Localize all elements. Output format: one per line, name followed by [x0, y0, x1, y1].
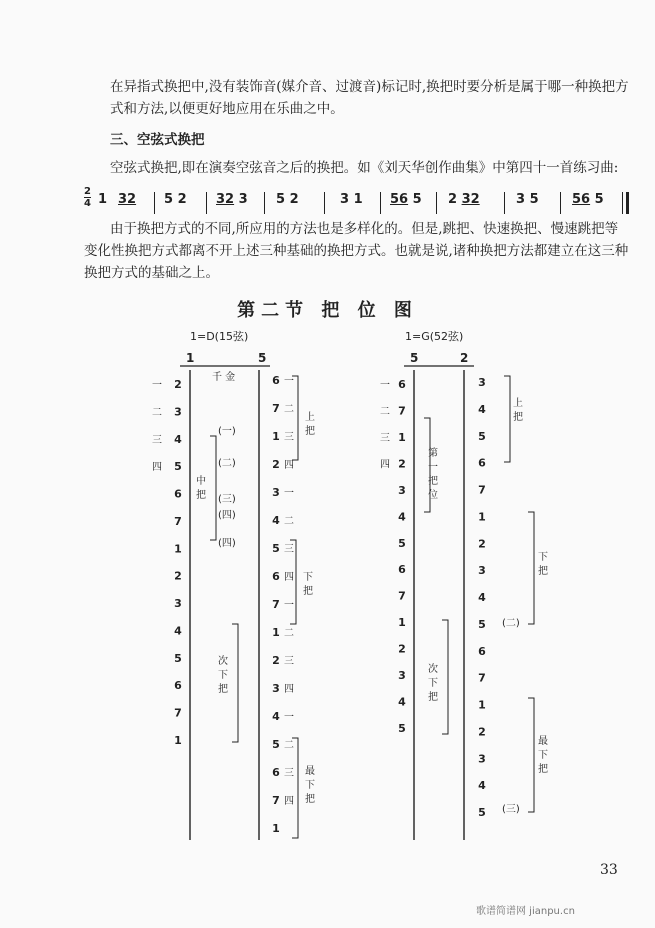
finger-label: 二 [284, 740, 294, 751]
right-open-outer: 2 [460, 351, 469, 365]
fret-note: 3 [272, 486, 280, 499]
right-label-sublower-2: 下 [428, 678, 438, 689]
left-mid-finger: (一) [218, 426, 236, 437]
fret-note: 4 [398, 510, 406, 524]
finger-label: 三 [380, 432, 390, 444]
score-note: 56 5 [390, 192, 422, 207]
right-label-lower: 下 [538, 552, 548, 563]
fret-note: 4 [272, 514, 280, 527]
fret-note: 2 [272, 654, 280, 667]
finger-label: 四 [284, 796, 294, 807]
fret-note: 2 [272, 458, 280, 471]
fret-note: 2 [478, 537, 486, 551]
left-label-lowest-3: 把 [305, 794, 315, 805]
left-label-middle-2: 把 [196, 490, 206, 501]
score-note: 5 2 [276, 192, 299, 207]
fret-note: 3 [398, 669, 406, 683]
fret-note: 4 [174, 624, 182, 638]
fret-note: 5 [272, 542, 280, 555]
finger-label: 三 [284, 768, 294, 779]
left-open-outer: 5 [258, 351, 267, 365]
left-mid-finger: (四) [218, 538, 236, 549]
fret-note: 5 [478, 429, 486, 443]
fret-note: 6 [272, 766, 280, 779]
section-title: 第二节 把 位 图 [237, 300, 418, 321]
finger-label: 四 [380, 459, 390, 471]
left-label-upper: 上 [305, 412, 315, 423]
left-label-lowest: 最 [305, 766, 315, 777]
right-label-first: 第 [428, 448, 438, 459]
fret-note: 4 [174, 432, 182, 446]
finger-label: 一 [284, 376, 294, 387]
fret-note: 1 [272, 430, 280, 443]
right-label-first-3: 把 [428, 476, 438, 487]
finger-label: 二 [284, 516, 294, 527]
fret-note: 3 [478, 376, 486, 389]
left-label-lowest-2: 下 [305, 780, 315, 791]
right-label-lowest-3: 把 [538, 764, 548, 775]
right-paren-finger: (二) [502, 618, 520, 629]
fret-note: 1 [174, 542, 182, 556]
score-note: 3 1 [340, 192, 363, 207]
finger-label: 一 [284, 712, 294, 723]
fret-note: 6 [272, 374, 280, 387]
left-top-label: 千 金 [212, 372, 236, 383]
right-label-first-2: 一 [428, 462, 438, 473]
right-label-upper-2: 把 [513, 412, 523, 423]
right-label-sublower: 次 [428, 664, 438, 675]
right-tuning-label: 1=G(52弦) [405, 330, 464, 343]
fret-note: 5 [398, 536, 406, 550]
finger-label: 三 [284, 544, 294, 555]
finger-label: 二 [152, 407, 162, 419]
fret-note: 5 [478, 617, 486, 631]
fret-note: 1 [174, 734, 182, 747]
finger-label: 四 [284, 460, 294, 471]
fret-note: 4 [478, 779, 486, 793]
finger-label: 一 [380, 380, 390, 391]
fret-note: 7 [272, 598, 280, 611]
left-label-middle: 中 [196, 476, 206, 487]
fret-note: 1 [272, 626, 280, 639]
fret-note: 6 [478, 456, 486, 470]
fret-note: 3 [478, 564, 486, 578]
fret-note: 6 [398, 378, 406, 391]
left-outer-notes [271, 374, 294, 835]
finger-label: 四 [152, 462, 162, 474]
left-mid-finger: (四) [218, 510, 236, 521]
fret-note: 7 [174, 706, 182, 720]
fret-note: 3 [272, 682, 280, 695]
left-inner-notes [152, 378, 183, 747]
fret-note: 7 [398, 589, 406, 603]
fret-note: 5 [272, 738, 280, 751]
fret-note: 1 [272, 822, 280, 835]
fret-note: 4 [398, 695, 406, 709]
fret-note: 3 [174, 405, 182, 419]
right-open-inner: 5 [410, 351, 419, 365]
fret-note: 6 [174, 487, 182, 501]
fret-note: 7 [272, 794, 280, 807]
right-label-first-4: 位 [428, 490, 438, 501]
paragraph-2: 空弦式换把,即在演奏空弦音之后的换把。如《刘天华创作曲集》中第四十一首练习曲: [110, 160, 619, 176]
fret-note: 7 [478, 671, 486, 685]
fret-note: 5 [174, 460, 182, 474]
left-label-lower: 下 [303, 572, 313, 583]
fret-note: 5 [398, 722, 406, 735]
left-label-sublower-2: 下 [218, 670, 228, 681]
left-label-sublower-3: 把 [218, 684, 228, 695]
fret-note: 7 [272, 402, 280, 415]
fret-note: 1 [398, 616, 406, 630]
finger-label: 三 [284, 656, 294, 667]
left-mid-finger: (三) [218, 494, 236, 505]
left-label-upper-2: 把 [305, 426, 315, 437]
score-note: 1 [98, 192, 108, 207]
finger-label: 二 [284, 404, 294, 415]
left-mid-finger: (二) [218, 458, 236, 469]
finger-label: 四 [284, 684, 294, 695]
time-signature: 2 4 [84, 186, 91, 209]
page-number: 33 [600, 862, 618, 878]
finger-label: 三 [284, 432, 294, 443]
fret-note: 4 [478, 591, 486, 604]
fret-note: 7 [398, 404, 406, 418]
fret-note: 1 [478, 510, 486, 524]
paragraph-1: 在异指式换把中,没有装饰音(媒介音、过渡音)标记时,换把时要分析是属于哪一种换把方式和方法,以便更好地应用在乐曲之中。 [110, 79, 629, 117]
finger-label: 一 [152, 380, 162, 391]
heading-open-string-shift: 三、空弦式换把 [110, 132, 205, 148]
score-note: 5 2 [164, 192, 187, 207]
right-label-upper: 上 [513, 398, 523, 409]
fret-note: 6 [398, 563, 406, 577]
fret-note: 1 [478, 698, 486, 712]
paragraph-3: 由于换把方式的不同,所应用的方法也是多样化的。但是,跳把、快速换把、慢速跳把等变化性换把方式都离不开上述三种基础的换把方式。也就是说,诸种换把方法都建立在这三种换把方式的基础之上。 [84, 221, 629, 281]
watermark: 歌谱简谱网 jianpu.cn [476, 906, 575, 917]
fret-note: 7 [478, 483, 486, 497]
fret-note: 3 [398, 483, 406, 497]
fret-note: 2 [478, 725, 486, 739]
fret-note: 1 [398, 430, 406, 444]
fret-note: 6 [272, 570, 280, 583]
fret-note: 4 [272, 710, 280, 723]
fret-note: 2 [398, 642, 406, 656]
fret-note: 3 [174, 597, 182, 611]
left-label-sublower: 次 [218, 656, 228, 667]
fret-note: 2 [174, 569, 182, 583]
score-note: 32 3 [216, 192, 248, 207]
left-tuning-label: 1=D(15弦) [190, 330, 249, 343]
finger-label: 一 [284, 488, 294, 499]
right-label-lowest-2: 下 [538, 750, 548, 761]
fret-note: 5 [478, 806, 486, 819]
right-label-lowest: 最 [538, 736, 548, 747]
fret-note: 6 [174, 679, 182, 693]
finger-label: 二 [380, 406, 390, 418]
right-outer-notes [477, 376, 487, 819]
finger-label: 三 [152, 434, 162, 446]
finger-label: 四 [284, 572, 294, 583]
fret-note: 2 [174, 378, 182, 391]
fret-note: 5 [174, 651, 182, 665]
right-label-sublower-3: 把 [428, 692, 438, 703]
score-note: 3 5 [516, 192, 539, 207]
left-open-inner: 1 [186, 351, 195, 365]
fret-note: 6 [478, 644, 486, 658]
score-note: 2 32 [448, 192, 480, 207]
left-label-lower-2: 把 [303, 586, 313, 597]
finger-label: 二 [284, 628, 294, 639]
right-inner-notes [380, 378, 407, 735]
finger-label: 一 [284, 600, 294, 611]
fret-note: 2 [398, 457, 406, 471]
score-note: 56 5 [572, 192, 604, 207]
score-note: 32 [118, 192, 137, 207]
fret-note: 7 [174, 514, 182, 528]
fret-note: 4 [478, 402, 486, 416]
right-label-lower-2: 把 [538, 566, 548, 577]
right-paren-finger: (三) [502, 804, 520, 815]
fret-note: 3 [478, 752, 486, 766]
